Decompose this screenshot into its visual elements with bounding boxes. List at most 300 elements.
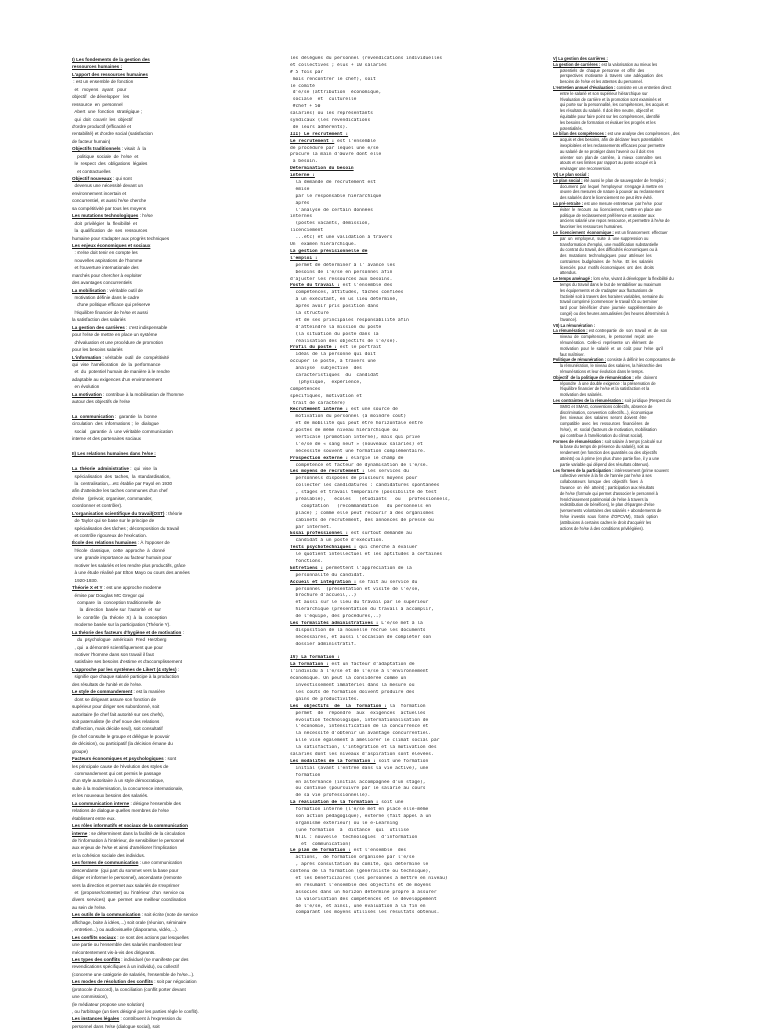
text-line <box>72 614 272 621</box>
text-line <box>72 547 272 554</box>
text-line <box>290 214 490 221</box>
text-line <box>72 190 272 197</box>
text-line <box>290 70 490 77</box>
heading-text: La communication interne <box>72 800 130 806</box>
text-line <box>290 235 490 242</box>
text-line <box>290 862 490 869</box>
body-text: : individuel (se manifeste par des <box>120 956 189 962</box>
body-text: est surtout demandé au <box>348 531 412 537</box>
text-line <box>290 786 490 793</box>
text-line <box>290 249 490 256</box>
text-line <box>72 815 272 822</box>
body-text: dossier administratif. <box>290 641 357 647</box>
body-text: motivation définie dans le cadre <box>72 295 140 300</box>
text-line <box>290 573 490 580</box>
body-text: émise <box>290 186 310 192</box>
text-line <box>290 773 490 780</box>
text-line <box>290 111 490 118</box>
text-line <box>72 450 272 457</box>
body-text: tard pour bénéficier d'une journée supplémentaire de <box>553 305 663 311</box>
body-text: d'e/se (attribution économique, <box>290 90 382 96</box>
body-text: et les nouveaux besoins des salariés. <box>72 793 149 799</box>
body-text: , stages et travail temporaire (possibilité de test <box>290 490 437 496</box>
text-line <box>72 78 272 85</box>
body-text: est une source de <box>348 407 398 413</box>
text-line <box>72 874 272 881</box>
text-line <box>72 197 272 204</box>
body-text: politique sociale de l'e/se et <box>72 153 139 159</box>
text-line <box>72 919 272 926</box>
body-text: : se déterminent dans la facilité de la circulation <box>87 830 186 836</box>
body-text: la satisfaction, l'intégration et la motivation des <box>290 745 437 751</box>
text-line <box>72 993 272 1000</box>
text-line <box>72 844 272 851</box>
text-line <box>290 628 490 635</box>
body-text: les résultats du salarié. Il doit être neutre, objectif et <box>553 108 654 114</box>
body-text: l'équilibre financier de l'e/se et la satisfaction et la <box>553 386 650 392</box>
body-text: et (proposer/contester) ou l'intérieur d'un service ou <box>72 890 185 895</box>
text-line <box>72 279 272 286</box>
heading-text: La mobilisation <box>72 287 106 293</box>
body-text: et aussi sur le lieu du travail par le supérieur <box>290 600 429 606</box>
body-text: : théorie <box>164 510 183 516</box>
heading-text: La théorie administrative <box>72 466 129 472</box>
heading-text: Essai professionnel : <box>290 531 349 537</box>
body-text: congé) ou des heures annualisées (les heures déterminés à <box>553 311 669 317</box>
body-text: travail comprimé (commencer le travail tôt ou terminer <box>553 299 658 305</box>
body-text: répondre à une double exigence : la préservation de <box>553 380 656 386</box>
text-line <box>290 414 490 421</box>
text-line <box>290 497 490 504</box>
text-line <box>72 651 272 658</box>
body-text: pour les besoins salariés <box>72 347 123 353</box>
body-text: de décision), ou participatif (la décision émane du <box>72 741 173 747</box>
body-text: marchés pour chercher à exploiter <box>72 272 142 278</box>
body-text: acquis et des besoins, afin de déclarer leurs potentialités <box>553 137 663 143</box>
body-text: de Taylor qui se base sur le principe de <box>72 518 155 524</box>
text-line <box>72 852 272 859</box>
text-line <box>72 889 272 896</box>
body-text: la nécessité d'obtenir un avantage concurrentiel. <box>290 731 432 737</box>
body-text: place) ; comme elle peut recourir à des organismes <box>290 510 434 516</box>
body-text: autour des objectifs de l'e/se <box>72 399 131 405</box>
text-line <box>290 821 490 828</box>
body-text: les coûts de formation doivent produire des <box>290 689 415 695</box>
body-text: et de ses principales responsabilité afin <box>290 317 409 323</box>
body-text: éviter le recours au licenciement, mettre en place une <box>553 206 662 212</box>
text-line <box>72 287 272 294</box>
body-text: (attribuions à certains cadres le droit d'acquérir les <box>553 519 652 525</box>
text-line <box>72 949 272 956</box>
text-line <box>290 559 490 566</box>
text-line <box>290 152 490 159</box>
text-line <box>290 180 490 187</box>
body-text: de sa vie professionnelle). <box>290 793 371 799</box>
body-text: idéal de la personne qui doit <box>290 352 376 358</box>
body-text: des salariés dont le licenciement ne peut être évité. <box>553 195 653 201</box>
body-text: objectif de développer les <box>72 94 130 100</box>
body-text: le respect des obligations légales <box>72 161 148 167</box>
heading-text: Profil du poste : <box>290 345 338 351</box>
text-line <box>72 368 272 375</box>
body-text: : garantie la bonne <box>113 414 158 419</box>
body-text: 2 postes de même niveau hiérarchique ou <box>290 428 398 434</box>
body-text: #chef + 50 <box>290 104 321 110</box>
body-text: devenus une nécessité devant un <box>72 183 143 189</box>
body-text: interne et des partenaires sociaux <box>72 436 141 442</box>
body-text: la qualification de ses ressources <box>72 228 148 234</box>
text-line <box>290 718 490 725</box>
body-text: signifie que chaque salarié participe à la production <box>72 674 179 680</box>
body-text: compétences <box>290 386 321 392</box>
body-text: gains de productivités. <box>290 696 360 702</box>
body-text: et moyens ayant pour <box>72 86 127 92</box>
heading-text: II) Les relations humaines dans l'e/se : <box>72 451 156 457</box>
text-line <box>290 593 490 600</box>
body-text: d'ordre productif (efficacité et <box>72 123 132 129</box>
body-text: qui cherche à évaluer <box>356 545 418 551</box>
body-text: l'e/se de « sang neuf » (nouveaux salariés) et <box>290 441 423 447</box>
body-text: (concerne une catégorie de salariés, l'ensemble de l'e/se...). <box>72 971 195 977</box>
body-text: rendement (en fonction des quantités ou des objectifs <box>553 450 657 456</box>
body-text: : désigne l'ensemble des <box>129 800 181 806</box>
text-line <box>290 642 490 649</box>
body-text: est un financement effectuer <box>613 229 668 235</box>
body-text: équitable pour faire point sur les compétences, identifié <box>553 113 660 119</box>
body-text: est une analyse des compétences , des <box>606 131 680 137</box>
text-line <box>290 525 490 532</box>
body-text: caractéristiques du candidat <box>290 372 379 378</box>
body-text: personnels disposes de plusieurs moyens pour <box>290 476 418 482</box>
text-line <box>72 703 272 710</box>
text-line <box>290 118 490 125</box>
text-line <box>290 84 490 91</box>
text-line <box>290 904 490 911</box>
body-text: de procédure par lequel une e/se <box>290 145 379 151</box>
text-line <box>290 407 490 414</box>
text-line <box>290 649 490 656</box>
body-text: à une étude réalisé par Elton Mayo ou cours des années <box>72 570 190 576</box>
body-text: initial (avant l'entrée dans la vie active), une <box>290 765 429 771</box>
text-line <box>72 249 272 256</box>
text-line <box>290 676 490 683</box>
text-line <box>72 740 272 747</box>
text-line <box>72 473 272 480</box>
body-text: motivation des salariés. <box>553 392 603 398</box>
body-text: préalable), écoles (étudiants ou professionnels, <box>290 497 451 502</box>
text-line <box>290 125 490 132</box>
body-text: de l'e/se (formule qui permet d'associer le personnel à <box>553 490 658 496</box>
body-text: attendus. <box>553 270 577 276</box>
heading-text: L'information <box>72 354 102 360</box>
text-line <box>290 380 490 387</box>
body-text: : qui vise la <box>128 466 158 472</box>
text-line <box>290 683 490 690</box>
text-line <box>72 792 272 799</box>
body-text: anciens salarié une repos ressource, et permettre à l'e/se de <box>553 218 670 224</box>
text-line <box>72 257 272 264</box>
heading-text: L'entretien annuel d'évaluation : <box>553 84 616 90</box>
heading-text: V) La gestion des carrières : <box>553 56 608 61</box>
body-text: de l'équipe, des procédures,..) <box>290 614 382 620</box>
body-text: après avoir pris position dans <box>290 304 379 310</box>
heading-text: Le bilan des compétences : <box>553 131 607 137</box>
body-text: faut maîtriser. <box>553 351 585 357</box>
text-line <box>290 731 490 738</box>
text-line <box>290 766 490 773</box>
text-line <box>72 525 272 532</box>
body-text: au salarié de se protéger dans l'avenir ou il doit s'en <box>553 148 655 154</box>
body-text: (postes vacants, démission, <box>290 221 371 227</box>
body-text: : est la manière <box>132 689 165 695</box>
text-line <box>290 277 490 284</box>
heading-text: interne <box>72 830 88 836</box>
text-line <box>290 800 490 807</box>
body-text: potentiels de chaque personne et offrir des <box>553 67 645 73</box>
text-line <box>290 325 490 332</box>
body-text: permettent l'appréciation de la <box>323 565 412 571</box>
body-text: orienter son plan de carrière, à mieux connaître ses <box>553 154 662 160</box>
heading-text: Les objectifs de la formation : <box>290 703 387 709</box>
body-text: associés dans un horizon déterminé propre à assurer <box>290 889 437 895</box>
body-text: autoritaire (le chef fait autorité sur ces chefs), <box>72 711 164 717</box>
body-text: spécialisation des taches, la standardisation, <box>72 473 171 479</box>
text-line <box>290 366 490 373</box>
body-text: l'individu à l'e/se et de l'e/se à l'environnement <box>290 669 429 675</box>
text-line <box>290 435 490 442</box>
text-line <box>72 986 272 993</box>
body-text: contraintes budgétaires de l'e/se. Et les salariés <box>553 258 654 264</box>
body-text: de l'e/se, et ainsi, une évaluation à la fin en <box>290 903 426 909</box>
heading-text: Accueil et intégration : <box>290 579 357 585</box>
body-text: inexploitées et les reclassements efficaces pour permettre <box>553 142 666 148</box>
text-line <box>72 495 272 502</box>
body-text: l'économie, intensification de la concurrence et <box>290 724 429 730</box>
text-line <box>290 910 490 917</box>
body-text: transformation d'emploi, une modification substantielle <box>553 241 659 247</box>
body-text: contenu de la formation (généraliste ou technique), <box>290 869 432 875</box>
body-text: (physique, expérience, <box>290 379 362 385</box>
body-text: : soit écrite (note de service <box>140 912 198 918</box>
body-text: occuper le poste, à travers une <box>290 359 376 365</box>
body-text: procure la main d'œuvre dont elle <box>290 152 382 158</box>
body-text: : c'est indispensable <box>124 324 168 330</box>
heading-text: Les formes de communication <box>72 860 139 866</box>
body-text: d'ajuster les ressources aux besoins. <box>290 276 393 282</box>
body-text: niveau de compétences, le personnel reçoit une <box>553 334 654 340</box>
text-line <box>290 793 490 800</box>
text-line <box>290 256 490 263</box>
heading-text: Les modes de résolution des conflits <box>72 979 153 985</box>
text-line <box>72 934 272 941</box>
text-line <box>290 538 490 545</box>
text-line <box>72 584 272 591</box>
body-text: NTIC : nouvelle technologies d'information <box>290 834 418 840</box>
text-line <box>72 606 272 613</box>
heading-text: L'organisation scientifique du travail(OST) <box>72 510 165 516</box>
text-line <box>290 814 490 821</box>
body-text: est l'ensemble des <box>350 848 407 854</box>
body-text: : sont <box>163 756 177 762</box>
heading-text: Les moyens de recrutement : <box>290 469 365 475</box>
body-text: par le responsable hiérarchique <box>290 193 382 199</box>
text-line <box>290 332 490 339</box>
text-line <box>553 526 697 532</box>
heading-text: La formation : <box>290 662 329 668</box>
body-text: œuvre des mesures de nature à pouvoir au reclassement <box>553 189 664 195</box>
body-text: la direction basée sur l'autorité et sur <box>72 607 161 613</box>
body-text: internes <box>290 214 313 220</box>
text-line <box>290 807 490 814</box>
body-text: est le portrait <box>337 345 382 351</box>
text-line <box>290 711 490 718</box>
body-text: fonctions. <box>290 559 324 565</box>
body-text: nécessite souvent une formation complémentaire. <box>290 448 426 454</box>
heading-text: Prospection externe : <box>290 455 349 461</box>
text-line <box>290 283 490 290</box>
body-text: d'évaluation et une procédure de promotion <box>72 339 164 345</box>
body-text: environnement incertain et <box>72 190 127 196</box>
body-text: sociale et culturelle <box>290 97 357 103</box>
heading-text: Les conflits sociaux <box>72 934 116 940</box>
body-text: l'e/se investis sous forme d'OPCVM), Stock option <box>553 513 658 519</box>
text-line <box>290 77 490 84</box>
body-text: et contrôle rigoureux de l'exécution. <box>72 533 147 538</box>
text-line <box>290 780 490 787</box>
text-line <box>72 480 272 487</box>
text-line <box>72 227 272 234</box>
heading-text: Poste du travail : <box>290 283 340 289</box>
text-line <box>72 502 272 509</box>
text-line <box>72 577 272 584</box>
text-line <box>290 187 490 194</box>
body-text: Un examen hiérarchique. <box>290 242 357 248</box>
body-text: , ou l'arbitrage (un tiers désigné par les parties règle le conflit). <box>72 1009 199 1014</box>
body-text: envisager une reconversion. <box>553 166 612 172</box>
body-text: mécontentement vis-à-vis des dirigeants. <box>72 949 156 955</box>
text-line <box>290 297 490 304</box>
text-line <box>290 635 490 642</box>
body-text: l'enrichissement patrimonial de l'e/se à travers la <box>553 496 648 502</box>
body-text: doit privilégier la flexibilité et <box>72 220 137 226</box>
body-text: (une formation à distance qui utilise <box>290 827 409 833</box>
text-line <box>290 614 490 621</box>
text-line <box>72 160 272 167</box>
text-line <box>290 97 490 104</box>
text-line <box>290 242 490 249</box>
body-text: : visait à la <box>120 146 147 152</box>
text-line <box>72 331 272 338</box>
text-line <box>72 978 272 985</box>
body-text: les besoins de formation et évaluer les progrès et les <box>553 119 656 125</box>
body-text: qui contribue à l'amélioration du climat social). <box>553 432 644 438</box>
body-text: perspectives motivante à travers une adéquation des <box>553 73 663 79</box>
body-text: est l'ensemble des <box>339 283 393 289</box>
text-line <box>290 90 490 97</box>
text-line <box>290 518 490 525</box>
text-line <box>72 130 272 137</box>
text-line <box>290 228 490 235</box>
text-line <box>290 166 490 173</box>
body-text: personnel dans l'e/se (dialogue social), soit <box>72 1023 160 1029</box>
body-text: émise par Douglas MC Gregor qui <box>72 592 145 598</box>
heading-text: Objectifs traditionnels <box>72 146 121 152</box>
body-text: cabinets de recrutement, des annonces de presse ou <box>290 517 434 523</box>
heading-text: La gestion des carrières <box>72 324 125 330</box>
text-line <box>72 807 272 814</box>
body-text: licenciement <box>290 228 324 234</box>
body-text: relations de dialogue quelles membres de l'e/se <box>72 808 169 814</box>
text-line <box>290 318 490 325</box>
text-line <box>72 145 272 152</box>
body-text: commandement qui ont permis le passage <box>72 771 162 776</box>
body-text: rentabilité) et d'ordre social (satisfaction <box>72 131 153 137</box>
body-text: d'une politique efficace qui préserve <box>72 302 151 308</box>
text-line <box>290 401 490 408</box>
body-text: atouts et ses limites par rapport au poste occupé et à <box>553 160 657 166</box>
body-text: spécifiques, motivation et <box>290 393 362 399</box>
body-text: sa compétitivité par tous les moyens <box>72 205 147 211</box>
heading-text: Les types des conflits <box>72 956 120 962</box>
heading-text: Le plan social : <box>553 177 583 183</box>
text-line <box>72 301 272 308</box>
text-line <box>72 153 272 160</box>
body-text: syndicaux (les revendications <box>290 118 371 124</box>
body-text: une commission), <box>72 994 108 1000</box>
text-line <box>290 483 490 490</box>
text-line <box>72 971 272 978</box>
text-line <box>290 304 490 311</box>
body-text: politique de reclassement préférence et assister aux <box>553 212 655 218</box>
body-text: évolution technologique, internationalisation de <box>290 717 429 723</box>
text-line <box>290 104 490 111</box>
body-text: hiérarchique (présentation du travail à accomplir, <box>290 607 434 613</box>
heading-text: III) Le recrutement : <box>290 131 349 137</box>
body-text: soit une formation <box>375 758 429 764</box>
text-line <box>72 725 272 732</box>
text-line <box>72 733 272 740</box>
body-text: diriger et informer le personnel), ascendante (remonte <box>72 875 182 881</box>
text-line <box>290 345 490 352</box>
body-text: (le chef consulte le groupe et délègue le pouvoir <box>72 733 170 739</box>
text-line <box>72 599 272 606</box>
body-text: d'e/se (prévoir, organiser, commander, <box>72 495 153 501</box>
body-text: candidat à un poste d'exécution. <box>290 538 385 544</box>
text-line <box>72 101 272 108</box>
body-text: groupe) <box>72 748 88 754</box>
text-line <box>290 146 490 153</box>
body-text: Elle vise également à améliorer le climat social par <box>290 738 440 744</box>
body-text: la demande de recrutement est <box>290 180 376 186</box>
text-line <box>290 890 490 897</box>
body-text: est un facteur d'adaptation de <box>328 662 415 668</box>
text-line <box>72 272 272 279</box>
body-text: entre le salarié et son supérieur hiérarchique sur <box>553 90 648 96</box>
body-text: descendante (qui part du sommet vers la base pour <box>72 867 179 873</box>
text-line <box>72 1015 272 1022</box>
heading-text: Les modalités de la formation : <box>290 758 376 764</box>
body-text: : À l'opposer de <box>136 540 170 546</box>
body-text: , après consultation du comité, qui détermine le <box>290 862 429 868</box>
body-text: compétence et facteur de dynamisation de l'e/se. <box>290 462 429 468</box>
body-text: formation <box>290 772 321 778</box>
text-line <box>72 911 272 918</box>
body-text: permet de déterminer à l' avance les <box>290 262 396 268</box>
body-text: compétences, attitudes, tâches confiées <box>290 290 404 296</box>
body-text: économique. On peut la considérée comme un <box>290 676 407 682</box>
heading-text: L'approche par les systèmes de Likert (4 styles) <box>72 666 177 672</box>
text-line <box>72 1008 272 1015</box>
